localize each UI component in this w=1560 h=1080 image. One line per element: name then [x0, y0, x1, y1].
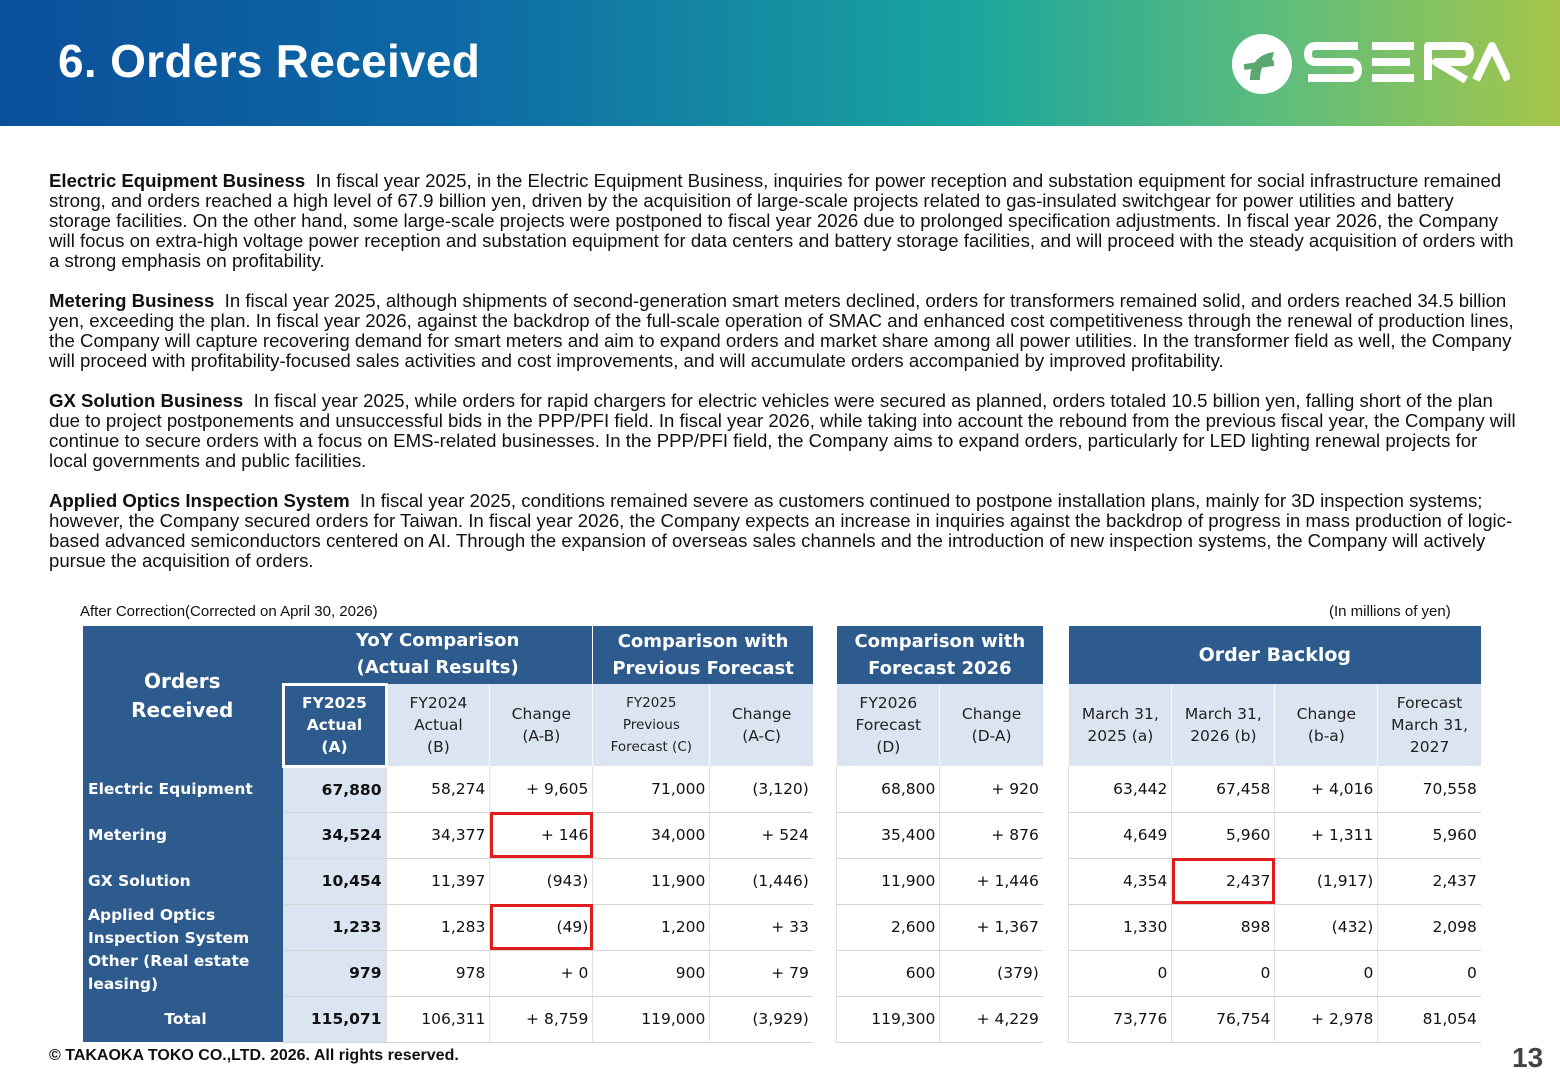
- cell-da: (379): [940, 950, 1043, 996]
- cell-ba: 0: [1069, 950, 1172, 996]
- page-title: [58, 34, 480, 88]
- paragraph-electric: [49, 171, 1517, 271]
- orders-table: [83, 626, 1481, 1043]
- cell-ba: 63,442: [1069, 766, 1172, 812]
- table-row: [83, 766, 1481, 812]
- column-gap: [1043, 766, 1069, 812]
- table-corner-label: Orders Received: [83, 626, 283, 766]
- column-gap: [813, 766, 837, 812]
- cell-ba: 73,776: [1069, 996, 1172, 1042]
- paragraph-optics: [49, 491, 1517, 571]
- cell-a: 10,454: [283, 858, 386, 904]
- column-gap: [813, 950, 837, 996]
- cell-ba: 4,649: [1069, 812, 1172, 858]
- cell-bab: + 4,016: [1275, 766, 1378, 812]
- cell-a: 67,880: [283, 766, 386, 812]
- group-order-backlog: Order Backlog: [1069, 626, 1481, 684]
- column-gap: [813, 996, 837, 1042]
- cell-ba: 4,354: [1069, 858, 1172, 904]
- cell-bb: 5,960: [1172, 812, 1275, 858]
- cell-da: + 920: [940, 766, 1043, 812]
- paragraph-lead: Electric Equipment Business: [49, 170, 306, 191]
- cell-ab: (49): [490, 904, 593, 950]
- paragraph-text: In fiscal year 2025, conditions remained severe as customers continued to postpone installation plans, mainly for 3D inspection systems; however, the Company secured orders for Taiwan. In fiscal year 2026, the Company expects an increase in inquiries against the backdrop of progress in mass production of logic-based advanced semiconductors centered on AI. Through the expansion of overseas sales channels and the introduction of new inspection systems, the Company will actively pursue the acquisition of orders.: [49, 490, 1513, 571]
- units-note: (In millions of yen): [1329, 603, 1451, 620]
- cell-b: 1,283: [386, 904, 490, 950]
- cell-bf: 81,054: [1378, 996, 1481, 1042]
- paragraph-lead: GX Solution Business: [49, 390, 244, 411]
- cell-bab: + 2,978: [1275, 996, 1378, 1042]
- cell-bb: 76,754: [1172, 996, 1275, 1042]
- cell-ab: + 146: [490, 812, 593, 858]
- paragraph-text: In fiscal year 2025, although shipments of second-generation smart meters declined, orders for transformers remained solid, and orders reached 34.5 billion yen, exceeding the plan. In fiscal year 2026, against the backdrop of the full-scale operation of SMAC and enhanced cost competitiveness through the renewal of production lines, the Company will capture recovering demand for smart meters and aim to expand orders and market share among all power utilities. In the transformer field as well, the Company will proceed with profitability-focused sales activities and cost improvements, and will accumulate orders accompanied by improved profitability.: [49, 290, 1514, 371]
- table-row: [83, 996, 1481, 1042]
- cell-da: + 876: [940, 812, 1043, 858]
- cell-a: 1,233: [283, 904, 386, 950]
- subheader-fy2025-actual: FY2025 Actual (A): [283, 684, 386, 766]
- cell-d: 68,800: [837, 766, 940, 812]
- subheader-fy2026-forecast: FY2026 Forecast (D): [837, 684, 940, 766]
- cell-a: 115,071: [283, 996, 386, 1042]
- paragraph-text: In fiscal year 2025, in the Electric Equipment Business, inquiries for power reception and substation equipment for social infrastructure remained strong, and orders reached a high level of 67.9 billion yen, driven by the acquisition of large-scale projects related to gas-insulated switchgear for power utilities and battery storage facilities. On the other hand, some large-scale projects were postponed to fiscal year 2026 due to prolonged specification adjustments. In fiscal year 2026, the Company will focus on extra-high voltage power reception and substation equipment for data centers and battery storage facilities, and will proceed with the steady acquisition of orders with a strong emphasis on profitability.: [49, 170, 1514, 271]
- table-row: [83, 858, 1481, 904]
- cell-bf: 0: [1378, 950, 1481, 996]
- cell-bf: 2,437: [1378, 858, 1481, 904]
- table-row: [83, 950, 1481, 996]
- subheader-backlog-2026: March 31, 2026 (b): [1172, 684, 1275, 766]
- column-gap: [813, 904, 837, 950]
- cell-d: 119,300: [837, 996, 940, 1042]
- paragraph-lead: Metering Business: [49, 290, 215, 311]
- cell-ab: + 8,759: [490, 996, 593, 1042]
- column-gap: [1043, 904, 1069, 950]
- cell-da: + 4,229: [940, 996, 1043, 1042]
- group-yoy: YoY Comparison (Actual Results): [283, 626, 593, 684]
- cell-bab: 0: [1275, 950, 1378, 996]
- cell-ab: + 0: [490, 950, 593, 996]
- sera-logo: [1230, 32, 1510, 96]
- cell-c: 119,000: [593, 996, 710, 1042]
- cell-b: 978: [386, 950, 490, 996]
- cell-ab: (943): [490, 858, 593, 904]
- row-label: Applied Optics Inspection System: [83, 904, 283, 950]
- column-gap: [813, 812, 837, 858]
- cell-bb: 67,458: [1172, 766, 1275, 812]
- cell-c: 71,000: [593, 766, 710, 812]
- subheader-backlog-2025: March 31, 2025 (a): [1069, 684, 1172, 766]
- cell-ac: + 79: [710, 950, 813, 996]
- table-row: [83, 904, 1481, 950]
- business-descriptions: [49, 171, 1517, 591]
- row-label: Other (Real estate leasing): [83, 950, 283, 996]
- subheader-fy2024-actual: FY2024 Actual (B): [386, 684, 490, 766]
- title-banner: [0, 0, 1560, 126]
- subheader-change-a-b: Change (A-B): [490, 684, 593, 766]
- cell-c: 34,000: [593, 812, 710, 858]
- cell-bf: 5,960: [1378, 812, 1481, 858]
- cell-da: + 1,446: [940, 858, 1043, 904]
- cell-d: 35,400: [837, 812, 940, 858]
- subheader-backlog-forecast-2027: Forecast March 31, 2027: [1378, 684, 1481, 766]
- copyright-footer: © TAKAOKA TOKO CO.,LTD. 2026. All rights reserved.: [49, 1047, 459, 1064]
- cell-c: 1,200: [593, 904, 710, 950]
- cell-c: 900: [593, 950, 710, 996]
- cell-b: 34,377: [386, 812, 490, 858]
- cell-d: 2,600: [837, 904, 940, 950]
- column-gap: [1043, 996, 1069, 1042]
- correction-note: After Correction(Corrected on April 30, 2026): [80, 603, 378, 620]
- column-gap: [1043, 950, 1069, 996]
- paragraph-text: In fiscal year 2025, while orders for rapid chargers for electric vehicles were secured as planned, orders totaled 10.5 billion yen, falling short of the plan due to project postponements and unsuccessful bids in the PPP/PFI field. In fiscal year 2026, while taking into account the rebound from the previous fiscal year, the Company will continue to secure orders with a focus on EMS-related businesses. In the PPP/PFI field, the Company aims to expand orders, particularly for LED lighting renewal projects for local governments and public facilities.: [49, 390, 1516, 471]
- cell-b: 106,311: [386, 996, 490, 1042]
- cell-bf: 70,558: [1378, 766, 1481, 812]
- row-label: Total: [83, 996, 283, 1042]
- title-number: 6.: [58, 35, 97, 87]
- group-previous-forecast: Comparison with Previous Forecast: [593, 626, 813, 684]
- column-gap: [813, 858, 837, 904]
- cell-ab: + 9,605: [490, 766, 593, 812]
- cell-ba: 1,330: [1069, 904, 1172, 950]
- row-label: Metering: [83, 812, 283, 858]
- subheader-change-b-a: Change (b-a): [1275, 684, 1378, 766]
- subheader-change-a-c: Change (A-C): [710, 684, 813, 766]
- cell-d: 600: [837, 950, 940, 996]
- row-label: Electric Equipment: [83, 766, 283, 812]
- cell-ac: + 524: [710, 812, 813, 858]
- cell-a: 979: [283, 950, 386, 996]
- cell-d: 11,900: [837, 858, 940, 904]
- column-gap: [1043, 858, 1069, 904]
- cell-bb: 0: [1172, 950, 1275, 996]
- group-forecast-2026: Comparison with Forecast 2026: [837, 626, 1043, 684]
- subheader-fy2025-previous-forecast: FY2025 Previous Forecast (C): [593, 684, 710, 766]
- cell-ac: + 33: [710, 904, 813, 950]
- cell-bb: 898: [1172, 904, 1275, 950]
- cell-bb: 2,437: [1172, 858, 1275, 904]
- subheader-change-d-a: Change (D-A): [940, 684, 1043, 766]
- paragraph-gx: [49, 391, 1517, 471]
- cell-b: 58,274: [386, 766, 490, 812]
- cell-bab: + 1,311: [1275, 812, 1378, 858]
- title-text: Orders Received: [110, 35, 481, 87]
- paragraph-lead: Applied Optics Inspection System: [49, 490, 350, 511]
- cell-da: + 1,367: [940, 904, 1043, 950]
- cell-bf: 2,098: [1378, 904, 1481, 950]
- row-label: GX Solution: [83, 858, 283, 904]
- cell-a: 34,524: [283, 812, 386, 858]
- page-number: 13: [1512, 1042, 1544, 1073]
- cell-bab: (1,917): [1275, 858, 1378, 904]
- cell-ac: (3,120): [710, 766, 813, 812]
- cell-b: 11,397: [386, 858, 490, 904]
- cell-bab: (432): [1275, 904, 1378, 950]
- paragraph-metering: [49, 291, 1517, 371]
- column-gap: [1043, 812, 1069, 858]
- cell-c: 11,900: [593, 858, 710, 904]
- cell-ac: (3,929): [710, 996, 813, 1042]
- cell-ac: (1,446): [710, 858, 813, 904]
- table-row: [83, 812, 1481, 858]
